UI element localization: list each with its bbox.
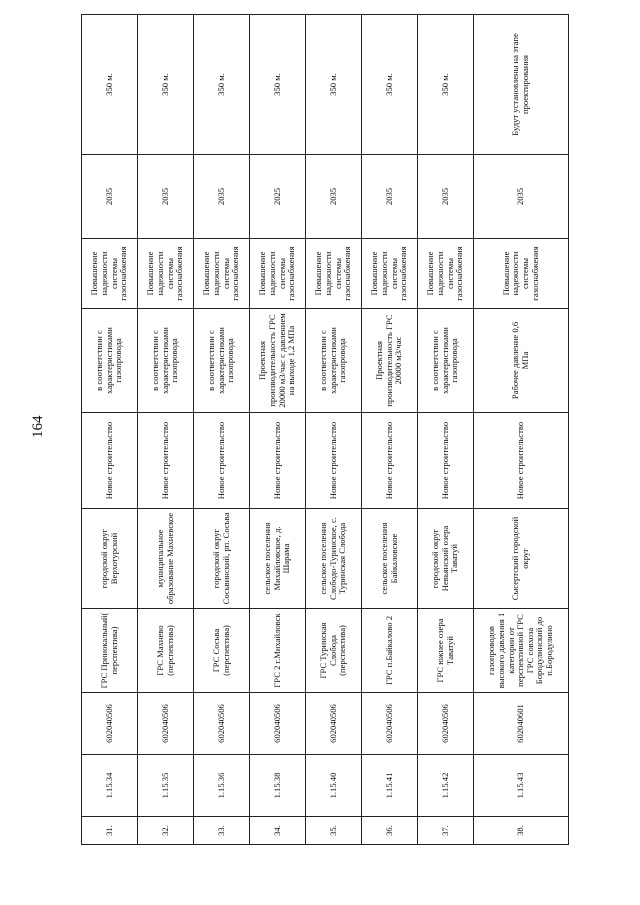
- object-name-cell: ГРС п.Байкалово 2: [362, 609, 418, 693]
- row-number-cell: 32.: [138, 817, 194, 845]
- row-number-cell: 34.: [250, 817, 306, 845]
- table-row: [138, 15, 194, 845]
- year-cell: 2035: [362, 155, 418, 239]
- object-code-cell: 1.15.34: [82, 755, 138, 817]
- purpose-cell: Повышение надежности системы газоснабжения: [474, 239, 569, 309]
- characteristics-cell: Проектная производительность ГРС 20000 м3/час с давлением на выходе 1,2 МПа: [250, 309, 306, 413]
- oktmo-code-cell: 602040506: [250, 693, 306, 755]
- object-name-cell: ГРС Прииокальный( перспектива): [82, 609, 138, 693]
- purpose-cell: Повышение надежности системы газоснабжения: [138, 239, 194, 309]
- characteristics-cell: в соответствии с характеристиками газопровода: [194, 309, 250, 413]
- year-cell: 2035: [138, 155, 194, 239]
- year-cell: 2035: [474, 155, 569, 239]
- protection-zone-cell: 350 м.: [194, 15, 250, 155]
- purpose-cell: Повышение надежности системы газоснабжения: [194, 239, 250, 309]
- year-cell: 2035: [82, 155, 138, 239]
- object-code-cell: 1.15.40: [306, 755, 362, 817]
- protection-zone-cell: 350 м.: [362, 15, 418, 155]
- location-cell: городской округ Сосьвинский, рп. Сосьва: [194, 509, 250, 609]
- oktmo-code-cell: 602040506: [306, 693, 362, 755]
- construction-type-cell: Новое строительство: [82, 413, 138, 509]
- purpose-cell: Повышение надежности системы газоснабжения: [306, 239, 362, 309]
- characteristics-cell: в соответствии с характеристиками газопровода: [138, 309, 194, 413]
- year-cell: 2025: [250, 155, 306, 239]
- protection-zone-cell: Будут установлены на этапе проектирования: [474, 15, 569, 155]
- location-cell: городской округ Верхотурский: [82, 509, 138, 609]
- year-cell: 2035: [194, 155, 250, 239]
- oktmo-code-cell: 602040506: [82, 693, 138, 755]
- protection-zone-cell: 350 м.: [306, 15, 362, 155]
- protection-zone-cell: 350 м.: [138, 15, 194, 155]
- row-number-cell: 37.: [418, 817, 474, 845]
- object-code-cell: 1.15.35: [138, 755, 194, 817]
- oktmo-code-cell: 602040506: [138, 693, 194, 755]
- table-row: [306, 15, 362, 845]
- construction-type-cell: Новое строительство: [362, 413, 418, 509]
- characteristics-cell: в соответствии с характеристиками газопровода: [82, 309, 138, 413]
- purpose-cell: Повышение надежности системы газоснабжения: [418, 239, 474, 309]
- construction-type-cell: Новое строительство: [250, 413, 306, 509]
- year-cell: 2035: [418, 155, 474, 239]
- oktmo-code-cell: 602040601: [474, 693, 569, 755]
- table-row: [418, 15, 474, 845]
- purpose-cell: Повышение надежности системы газоснабжения: [250, 239, 306, 309]
- location-cell: сельское поселения Михайловское, д. Шарама: [250, 509, 306, 609]
- object-code-cell: 1.15.41: [362, 755, 418, 817]
- object-name-cell: ГРС южнее озера Таватуй: [418, 609, 474, 693]
- purpose-cell: Повышение надежности системы газоснабжения: [82, 239, 138, 309]
- characteristics-cell: в соответствии с характеристиками газопровода: [306, 309, 362, 413]
- table-row: [474, 15, 569, 845]
- row-number-cell: 38.: [474, 817, 569, 845]
- row-number-cell: 36.: [362, 817, 418, 845]
- oktmo-code-cell: 602040506: [194, 693, 250, 755]
- characteristics-cell: Проектная производительность ГРС 20000 м3/час: [362, 309, 418, 413]
- row-number-cell: 33.: [194, 817, 250, 845]
- object-name-cell: газопроводов высокого давления 1 категории от перспективной ГРС ГРС совхоза Бородулинский до п.Бородулино: [474, 609, 569, 693]
- construction-type-cell: Новое строительство: [474, 413, 569, 509]
- location-cell: сельское поселения Байкаловское: [362, 509, 418, 609]
- row-number-cell: 35.: [306, 817, 362, 845]
- object-name-cell: ГРС Туринская Слобода (перспектива): [306, 609, 362, 693]
- object-name-cell: ГРС Сосьва (перспектива): [194, 609, 250, 693]
- objects-table: [81, 14, 569, 845]
- year-cell: 2035: [306, 155, 362, 239]
- table-row: [82, 15, 138, 845]
- location-cell: муниципальное образование Махневское: [138, 509, 194, 609]
- construction-type-cell: Новое строительство: [138, 413, 194, 509]
- protection-zone-cell: 350 м.: [250, 15, 306, 155]
- table-row: [194, 15, 250, 845]
- object-code-cell: 1.15.38: [250, 755, 306, 817]
- protection-zone-cell: 350 м.: [418, 15, 474, 155]
- purpose-cell: Повышение надежности системы газоснабжения: [362, 239, 418, 309]
- construction-type-cell: Новое строительство: [418, 413, 474, 509]
- table-row: [250, 15, 306, 845]
- location-cell: сельское поселения Слободо-Туринское, с. Туринская Слобода: [306, 509, 362, 609]
- protection-zone-cell: 350 м.: [82, 15, 138, 155]
- object-code-cell: 1.15.42: [418, 755, 474, 817]
- rotated-table-container: [81, 15, 569, 845]
- construction-type-cell: Новое строительство: [194, 413, 250, 509]
- table-row: [362, 15, 418, 845]
- object-code-cell: 1.15.43: [474, 755, 569, 817]
- characteristics-cell: в соответствии с характеристиками газопровода: [418, 309, 474, 413]
- location-cell: Сысертский городской округ: [474, 509, 569, 609]
- characteristics-cell: Рабочее давление 0,6 МПа: [474, 309, 569, 413]
- row-number-cell: 31.: [82, 817, 138, 845]
- object-name-cell: ГРС Махнево (перспектива): [138, 609, 194, 693]
- oktmo-code-cell: 602040506: [418, 693, 474, 755]
- object-code-cell: 1.15.36: [194, 755, 250, 817]
- page-number: 164: [30, 415, 46, 438]
- oktmo-code-cell: 602040506: [362, 693, 418, 755]
- location-cell: городской округ Невьянский озера Таватуй: [418, 509, 474, 609]
- object-name-cell: ГРС 2 г.Михайловск: [250, 609, 306, 693]
- construction-type-cell: Новое строительство: [306, 413, 362, 509]
